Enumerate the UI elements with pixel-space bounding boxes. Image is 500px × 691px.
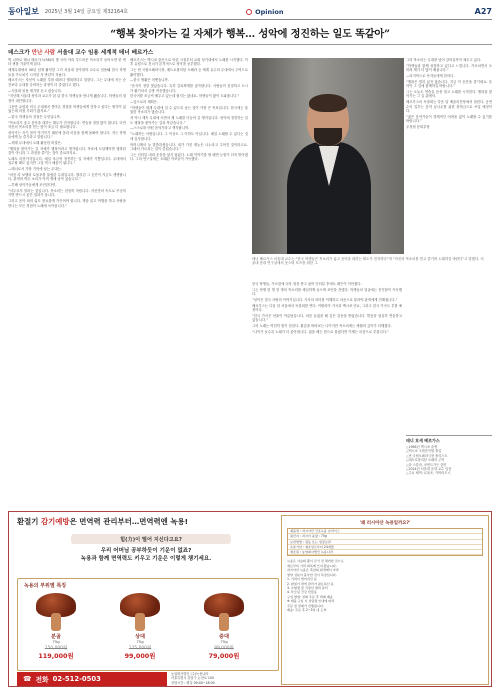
- article-paragraph: 그의 목소리는 무대를 넘어 강의실까지 채우고 있다.: [406, 58, 482, 62]
- article-paragraph: “학생들과 함께 성장하고 있다고 느낍니다. 가르치면서 오히려 제가 더 많이 배웁니다.”: [406, 63, 492, 73]
- article-paragraph: —한국 학생들의 강점은 무엇입니까.: [8, 114, 61, 119]
- advertisement: [8, 511, 492, 687]
- ad-body-line: 녹용은 사슴의 뿔이 굳기 전 채취한 것으로: [287, 559, 344, 564]
- ad-right-panel: [281, 515, 489, 685]
- article-column-4: [406, 58, 492, 430]
- ad-title-suffix: 은 면역력 관리부터…면역력엔 녹용!: [69, 517, 188, 526]
- article-paragraph: —후배 성악가들에게 조언한다면.: [8, 183, 57, 188]
- ad-body-line: 1. 기력이 떨어지신 분: [287, 577, 317, 582]
- article-paragraph: 성악가는 자기 몸이 악기이기 때문에 몸과 마음을 함께 돌봐야 합니다. 저는 학생들에게 늘 즐기라고 말합니다.”: [8, 130, 126, 140]
- article-column-2: [130, 58, 248, 508]
- info-table-row: 제조원 : 농업회사법인 녹용나라: [288, 550, 482, 555]
- product-size: 75g: [52, 639, 60, 644]
- company-info: [171, 672, 275, 685]
- company-line: 상담시간 : 평일 09:00~18:00: [171, 680, 215, 685]
- profile-card: [406, 435, 492, 507]
- article-paragraph: “처음 라 보엠의 로돌포를 불렀던 무대입니다. 떨리던 그 순간이 지금도 생생합니다. 관객의 박수 소리가 아직 귀에 남아 있습니다.”: [8, 173, 126, 182]
- profile-line: △1966년 멕시코 출생: [406, 445, 438, 449]
- article-paragraph: 그는 빈 국립오페라극장, 메트로폴리탄 오페라 등 세계 유수의 무대에서 주역으로 활약했다.: [130, 68, 248, 77]
- profile-line: △2024년 서울대 음대 교수 임용: [406, 467, 452, 472]
- product-new-price: 99,000원: [124, 652, 156, 660]
- product-old-price: 150,000원: [44, 646, 68, 651]
- ad-title-emphasis: 감기예방: [41, 517, 70, 526]
- profile-line: △라 스칼라, 코번트가든 출연: [406, 462, 447, 467]
- order-phone[interactable]: [17, 672, 167, 686]
- article-paragraph: —앞으로의 계획은.: [130, 100, 159, 105]
- article-paragraph: 저 역시 계속 무대에 서면서 제 노래를 다듬어 갈 생각입니다. 성악에 정진하는 일도 행복을 찾아가는 길과 똑같습니다.”: [130, 116, 248, 125]
- ad-body-line: 예로부터 기력 회복에 쓰여 왔습니다.: [287, 563, 337, 568]
- newspaper-logo: 동아일보: [8, 6, 39, 16]
- article-paragraph: 그는 인터뷰 내내 웃음을 잃지 않았다. 노래 이야기를 할 때면 눈빛이 더욱 밝아졌다. 그의 연구실에는 오래된 악보들이 가득했다.: [130, 152, 248, 162]
- ad-body-line: 2. 환절기 면역 관리가 필요하신 분: [287, 581, 334, 586]
- company-line: 농업회사법인 (주)녹용나라: [171, 672, 209, 676]
- article-paragraph: “학생들이 세계 무대에 설 수 있도록 돕는 것이 가장 큰 목표입니다. 한국에는 훌륭한 목소리가 많습니다.: [130, 106, 248, 115]
- newspaper-header: [8, 4, 492, 20]
- article-paragraph: “서두르지 말라는 것입니다. 목소리는 천천히 자랍니다. 자신만의 속도로 꾸준히 가면 반드시 좋은 결과가 옵니다.: [8, 189, 126, 198]
- article-paragraph: 그동안 유럽과 미국 무대에서 쌓아온 경험을 학생들에게 전하고 싶다는 생각이 있었는데 마침 기회가 왔지요.”: [8, 104, 126, 113]
- article-paragraph: 베르가스는 멕시코 출신으로 어린 시절부터 교회 성가대에서 노래를 시작했다. 이후 유럽으로 건너가 본격적으로 성악을 공부했다.: [130, 58, 248, 67]
- profile-line: △주요 배역: 로돌포, 카바라도시: [406, 471, 451, 476]
- article-paragraph: 노래도 마찬가지입니다. 매일 조금씩 정진하는 일 자체가 기쁨입니다. 무대에서 실수할 때도 있지만 그것 역시 배움이 됩니다.”: [8, 157, 126, 166]
- product-old-price: 125,000원: [128, 646, 152, 651]
- ad-right-heading: '왜 러시아산 녹용일까요?': [359, 521, 411, 526]
- info-table-row: 유통기한 : 제조일로부터 24개월: [288, 545, 482, 550]
- ad-title-prefix: 환절기: [17, 517, 41, 526]
- product-grade: 중대: [218, 634, 230, 640]
- issue-meta: 2025년 3월 14일 금요일 제32164호: [44, 9, 129, 15]
- ad-subcopy-line-1: 우리 어머님 공부하듯이 기운이 없죠?: [100, 548, 192, 554]
- article-paragraph: 베르가스는 자신이 노래를 부를 때마다 행복하다고 말한다. 그는 무대에 서는 순간보다 무대를 준비하는 과정이 더 즐겁다고 했다.: [8, 78, 126, 87]
- article-paragraph: 베르가스는 다음 달 서울에서 독창회를 연다. 이탈리아 가곡과 멕시코 민요, 그리고 한국 가곡도 부를 예정이다.: [252, 303, 402, 313]
- article-column-3: [252, 282, 402, 508]
- ad-body-line: 배송: 주문 후 2~3일 내 도착: [287, 607, 327, 612]
- article-paragraph: 어머니께서 늘 말씀하셨습니다. 네가 가진 재능은 나누라고 주어진 것이라고요. 그래서 가르치는 일이 즐겁습니다.”: [130, 142, 248, 151]
- byline-prefix: 데스크가: [8, 50, 32, 56]
- product-box-label: 녹용의 부위별 특징: [24, 583, 67, 589]
- figure-hair: [309, 94, 347, 112]
- article-paragraph: 세계무대에서 30년 넘게 활약한 그가 서울대 음악대학 교수로 임용돼 한국 학생들을 가르치기 시작한 지 반년이 지났다.: [8, 68, 126, 77]
- article-paragraph: 한국 학생들, 가르침에 더욱 열정 쏟고 싶어 인터뷰 후에도 레슨이 이어졌다.: [252, 282, 362, 286]
- info-table-row: 제품명 : 러시아산 건조녹용 슬라이스: [288, 529, 482, 534]
- deer-antler-product-icon: [200, 593, 248, 631]
- article-paragraph: “성악은 결국 사람의 이야기입니다. 가사의 의미를 이해하고 마음으로 불러야 관객에게 전해집니다.”: [252, 298, 398, 303]
- article-paragraph: “나이가 들수록 노래가 더 좋아집니다. 젊을 때는 힘으로 불렀다면 이제는 마음으로 부릅니다.”: [252, 330, 389, 335]
- byline-title: 서울대 교수 임용 세계적 테너 베르가스: [57, 50, 154, 56]
- profile-card-lines: [406, 445, 492, 476]
- product-grade: 분골: [50, 634, 62, 640]
- product-old-price: 89,000원: [214, 646, 234, 651]
- phone-number: 02-512-0503: [52, 675, 101, 683]
- ad-body-line: ※ 제품 구입 시 상담원 안내에 따라: [287, 599, 335, 604]
- photo-caption: 테너 베르가스 서울대 교수는 “한국 학생들은 목소리가 좋고 음악을 대하는 태도가 진지하다”며 “자신의 목소리를 믿고 즐기며 노래하길 바란다”고 말했다. 서울대 음대 연구실에서 웃으며 포즈를 취한 그.: [252, 257, 484, 266]
- article-paragraph: “젊은 음악가들이 경제적인 어려움 없이 노래할 수 있기를 바랍니다.”: [406, 114, 492, 124]
- article-paragraph: “음식이 정말 맛있습니다. 특히 김치찌개를 좋아합니다. 사람들이 친절하고 도시가 활기차서 금방 적응했습니다.: [130, 84, 248, 93]
- article-paragraph: “한국 가곡은 선율이 아름답습니다. 처음 들었을 때 깊은 감동을 받았습니다. 발음을 열심히 연습하고 있습니다.”: [252, 314, 402, 323]
- article-paragraph: “노래하는 사람입니다. 그 이상도 그 이하도 아닙니다. 매일 노래할 수 있다는 것에 감사합니다.: [130, 132, 248, 141]
- article-paragraph: 그는 오늘도 연습실 문을 열고 노래를 시작한다. 행복을 찾아가는 그 길 위에서.: [406, 90, 492, 99]
- article-paragraph: —서울대 임용 계기를 듣고 싶습니다.: [8, 88, 62, 93]
- product-grade: 상대: [134, 634, 146, 640]
- article-column-1: [8, 58, 126, 508]
- company-line: 서울특별시 강남구 논현로 100: [171, 676, 214, 681]
- article-paragraph: —마지막으로 독자들에게 한마디.: [406, 74, 455, 79]
- article-paragraph: “행복을 찾아가는 길 자체가 행복이라고 생각합니다. 목표에 도달해야만 행복한 것이 아니라 그 과정을 즐기는 것이 중요하지요.: [8, 146, 126, 156]
- figure-beard: [314, 128, 342, 146]
- phone-icon: ☎: [23, 675, 32, 683]
- product-new-price: 79,000원: [208, 652, 240, 660]
- ad-left-panel: [9, 512, 277, 686]
- product-size: 75g: [220, 639, 228, 644]
- ad-body-line: 주문 및 결제가 진행됩니다.: [287, 603, 324, 608]
- deer-antler-product-icon: [32, 593, 80, 631]
- byline-name: 만난 사람: [31, 50, 56, 56]
- section-circle-icon: [246, 9, 252, 15]
- product-size: 75g: [136, 639, 144, 644]
- article-paragraph: 그의 노래는 여전히 힘이 넘친다. 환갑을 바라보는 나이지만 목소리에는 세월의 깊이가 더해졌다.: [252, 324, 392, 329]
- article-paragraph: —세계 무대에서 오래 활동한 비결은.: [8, 141, 62, 145]
- product-info-table: [287, 528, 483, 556]
- product-new-price: 119,000원: [38, 652, 74, 660]
- ad-question: 힘(力)이 떨어 지신다고요?: [71, 534, 231, 544]
- section-name: Opinion: [255, 7, 284, 16]
- ad-body-line: 4. 부모님 건강 선물용: [287, 590, 317, 595]
- article-paragraph: —테너로서 가장 기억에 남는 무대는.: [8, 167, 62, 172]
- article-paragraph: “행복은 멀리 있지 않습니다. 지금 이 순간을 즐기세요. 음악이 그 길에 함께하길 바랍니다.”: [406, 79, 492, 89]
- article-paragraph: —스스로를 어떤 음악가라고 생각합니까.: [130, 126, 190, 131]
- article-paragraph: 벽 너머로 테너 베르가스(58)의 방 국어 아리 부드러운 목소리가 들어오면 한 번 더 귀를 기울이게 된다.: [8, 58, 126, 67]
- product-box: [17, 578, 279, 671]
- article-byline: [8, 44, 492, 56]
- ad-body-line: 3. 수험생 및 직장인 체력 관리: [287, 585, 328, 590]
- deer-antler-product-icon: [116, 593, 164, 631]
- article-paragraph: 우정렬 문화부장: [406, 124, 430, 129]
- info-table-row: 보관방법 : 냉동 또는 냉장보관: [288, 540, 482, 545]
- article-paragraph: 그는 학생 한 명 한 명의 목소리를 세심하게 들으며 조언을 건넸다. 학생들의 얼굴에는 진지함이 가득했다.: [252, 287, 402, 297]
- interview-photo: [252, 58, 404, 254]
- ad-body-line: 영양 성분이 풍부한 것이 특징입니다.: [287, 572, 337, 577]
- article-paragraph: 한국어를 조금씩 배우고 있는데 쉽지는 않네요. 학생들이 많이 도와줍니다.”: [130, 94, 240, 99]
- phone-label: 전화: [35, 676, 49, 684]
- ad-title: [17, 516, 277, 527]
- article-paragraph: —한국 생활은 어떻습니까.: [130, 78, 169, 83]
- profile-line: △멕시코 국립음악원 졸업: [406, 449, 442, 454]
- profile-card-title: 테너 호세 베르가스: [406, 438, 440, 443]
- ad-subcopy: [31, 548, 261, 563]
- tenor-figure: [287, 96, 371, 254]
- article-paragraph: 베르가스의 독창회는 다음 달 예술의전당에서 열린다. 공연 수익 일부는 음악 꿈나무를 위한 장학금으로 쓰일 예정이다.: [406, 100, 492, 113]
- article-paragraph: “지난해 서울대 성악과 교수가 된 뒤 한국 학생들을 만나게 됐습니다. 학생들의 열정이 대단합니다.: [8, 94, 126, 103]
- profile-line: △메트로폴리탄 오페라 주역: [406, 458, 445, 463]
- ad-right-body: [287, 559, 483, 612]
- ad-body-line: 러시아산 녹용은 혹한의 환경에서 자라: [287, 568, 339, 573]
- article-headline: “행복 찾아가는 길 자체가 행복… 성악에 정진하는 일도 똑같아”: [110, 28, 390, 40]
- article-paragraph: “목소리가 좋고 음악을 대하는 태도가 진지합니다. 연습을 정말 많이 합니다. 다만 자신의 목소리를 믿는 힘이 조금 더 필요합니다.: [8, 120, 126, 129]
- ad-subcopy-line-2: 녹용과 함께 면역력도 키우고 기운은 이렇게 챙기세요.: [80, 555, 212, 562]
- article-paragraph: 그리고 음악 외의 삶도 풍요롭게 가꾸어야 합니다. 책을 읽고 여행을 하고 사람을 만나는 모든 경험이 노래에 녹아듭니다.”: [8, 199, 126, 208]
- page-number: A27: [474, 7, 492, 16]
- section-label: [246, 8, 283, 16]
- profile-line: △빈 국립오페라극장 솔리스트: [406, 453, 448, 458]
- info-table-row: 원산지 : 러시아 중량 : 75g: [288, 534, 482, 539]
- ad-body-line: 구입 방법: 전화 주문 후 택배 배송: [287, 594, 333, 599]
